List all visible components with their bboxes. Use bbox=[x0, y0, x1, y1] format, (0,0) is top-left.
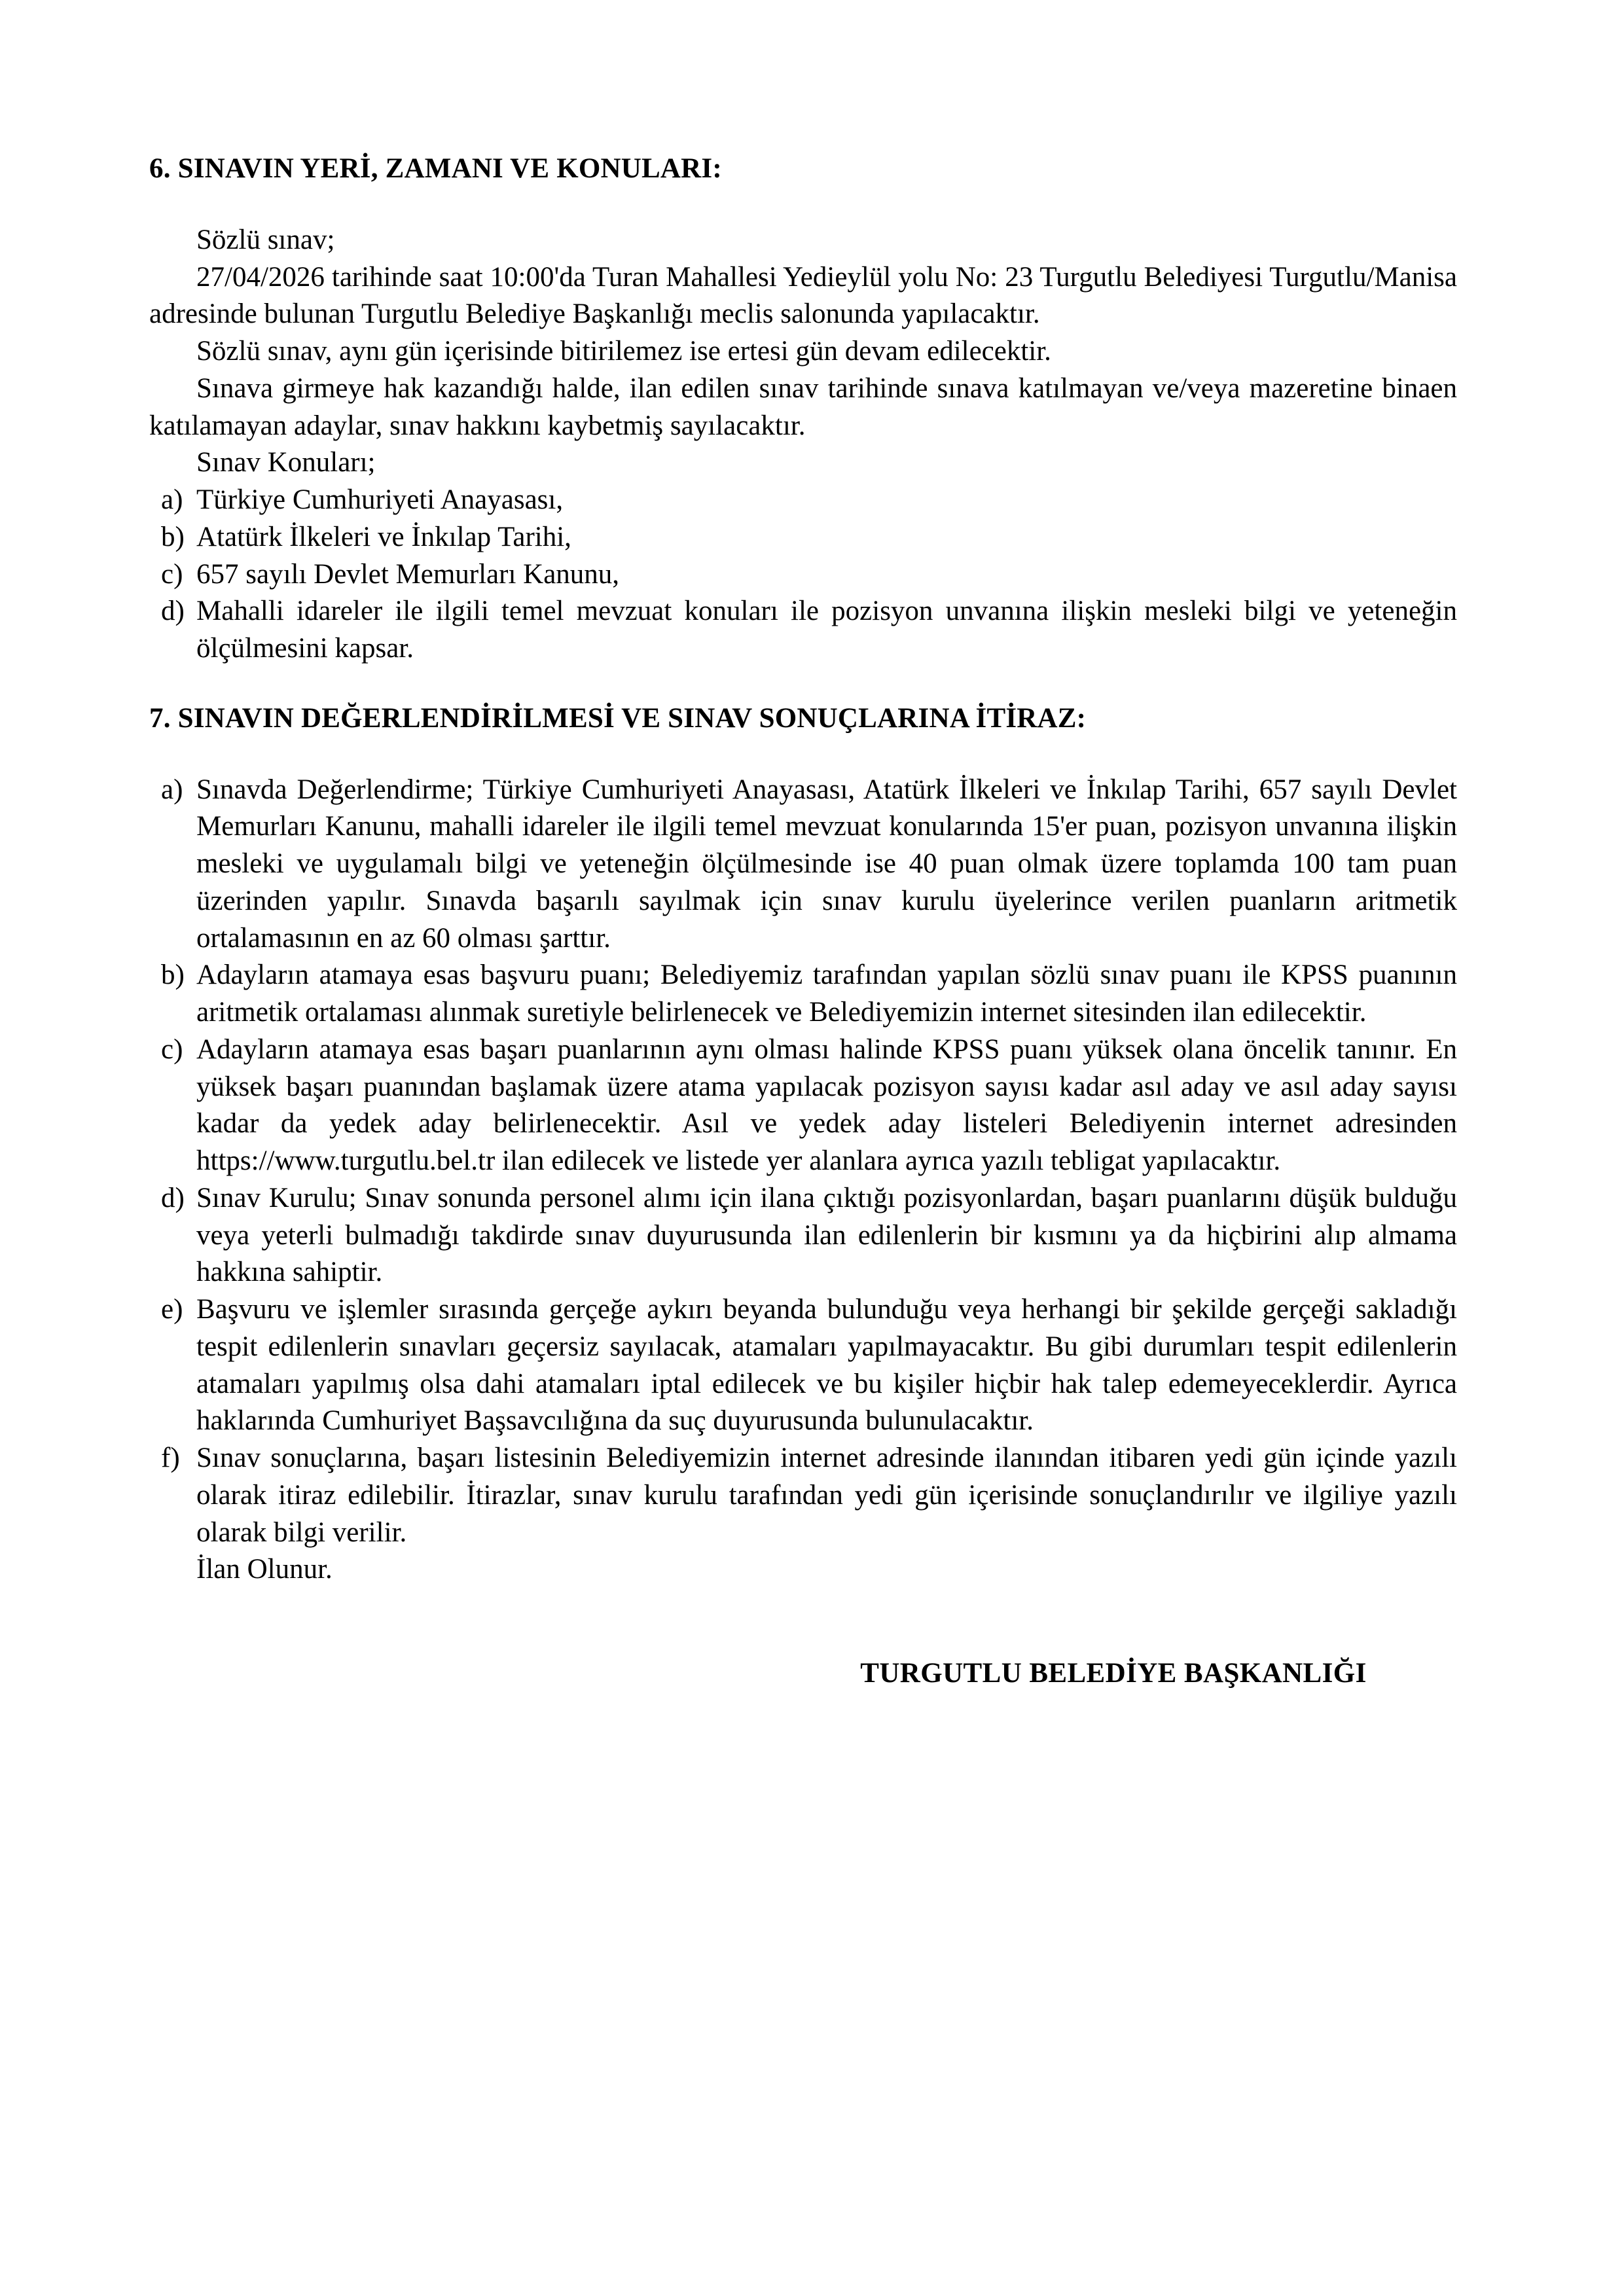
list-item bbox=[149, 1031, 1457, 1180]
list-item-text: Türkiye Cumhuriyeti Anayasası, bbox=[196, 484, 564, 515]
section-6-paragraph-4: Sınava girmeye hak kazandığı halde, ilan edilen sınav tarihinde sınava katılmayan ve/veya mazeretine binaen katılamayan adaylar, sınav hakkını kaybetmiş sayılacaktır. bbox=[149, 372, 1457, 441]
list-item bbox=[149, 556, 1457, 594]
list-marker: f) bbox=[161, 1443, 180, 1473]
list-item-text: 657 sayılı Devlet Memurları Kanunu, bbox=[196, 558, 620, 590]
spacer bbox=[149, 668, 1457, 700]
section-7-heading: 7. SINAVIN DEĞERLENDİRİLMESİ VE SINAV SONUÇLARINA İTİRAZ: bbox=[149, 702, 1087, 734]
list-item bbox=[149, 593, 1457, 668]
list-item-text: Sınavda Değerlendirme; Türkiye Cumhuriyeti Anayasası, Atatürk İlkeleri ve İnkılap Tarihi, 657 sayılı Devlet Memurları Kanunu, mahalli idareler ile ilgili temel mevzuat konularında 15'er puan, pozisyon unvanına ilişkin mesleki ve uygulamalı bilgi ve yeteneğin ölçülmesinde ise 40 puan olmak üzere toplamda 100 tam puan üzerinden yapılır. Sınavda başarılı sayılmak için sınav kurulu üyelerince verilen puanların aritmetik ortalamasının en az 60 olması şarttır. bbox=[196, 774, 1457, 954]
section-6-paragraph-3: Sözlü sınav, aynı gün içerisinde bitirilemez ise ertesi gün devam edilecektir. bbox=[196, 336, 1051, 367]
list-marker: b) bbox=[161, 960, 185, 991]
list-item bbox=[149, 1291, 1457, 1440]
list-item bbox=[149, 519, 1457, 556]
closing-line-row bbox=[149, 1551, 1457, 1588]
section-7-items-list bbox=[149, 772, 1457, 1589]
list-item bbox=[149, 1180, 1457, 1291]
list-marker: c) bbox=[161, 558, 183, 590]
spacer bbox=[149, 738, 1457, 772]
list-item-text: Adayların atamaya esas başarı puanlarının aynı olması halinde KPSS puanı yüksek olana öncelik tanınır. En yüksek başarı puanından başlamak üzere atama yapılacak pozisyon sayısı kadar asıl aday ve asıl aday sayısı kadar da yedek aday belirlenecektir. Asıl ve yedek aday listeleri Belediyenin internet adresinden https://www.turgutlu.bel.tr ilan edilecek ve listede yer alanlara ayrıca yazılı tebligat yapılacaktır. bbox=[196, 1033, 1457, 1176]
list-item bbox=[149, 1440, 1457, 1551]
list-item-text: Adayların atamaya esas başvuru puanı; Belediyemiz tarafından yapılan sözlü sınav puanı ile KPSS puanının aritmetik ortalaması alınmak suretiyle belirlenecek ve Belediyemizin internet sitesinden ilan edilecektir. bbox=[196, 960, 1457, 1028]
signature-block bbox=[149, 1588, 1457, 1693]
list-item bbox=[149, 772, 1457, 958]
section-6-paragraph-5: Sınav Konuları; bbox=[196, 447, 376, 478]
list-item-text: Atatürk İlkeleri ve İnkılap Tarihi, bbox=[196, 521, 571, 552]
list-item bbox=[149, 957, 1457, 1031]
section-6-paragraph-1: Sözlü sınav; bbox=[196, 224, 335, 255]
section-6-heading: 6. SINAVIN YERİ, ZAMANI VE KONULARI: bbox=[149, 153, 722, 184]
list-item-text: Sınav sonuçlarına, başarı listesinin Belediyemizin internet adresinde ilanından itibaren yedi gün içinde yazılı olarak itiraz edilebilir. İtirazlar, sınav kurulu tarafından yedi gün içerisinde sonuçlandırılır ve ilgiliye yazılı olarak bilgi verilir. bbox=[196, 1443, 1457, 1548]
list-marker: d) bbox=[161, 1182, 185, 1213]
signature-authority: TURGUTLU BELEDİYE BAŞKANLIĞI bbox=[860, 1658, 1367, 1689]
list-item-text: Başvuru ve işlemler sırasında gerçeğe aykırı beyanda bulunduğu veya herhangi bir şekilde gerçeği sakladığı tespit edilenlerin sınavları geçersiz sayılacak, atamaları yapılmayacaktır. Bu gibi durumları tespit edilenlerin atamaları yapılmış olsa dahi atamaları iptal edilecek ve bu kişiler hiçbir hak talep edemeyeceklerdir. Ayrıca haklarında Cumhuriyet Başsavcılığına da suç duyurusunda bulunulacaktır. bbox=[196, 1294, 1457, 1437]
closing-line: İlan Olunur. bbox=[196, 1554, 333, 1585]
list-marker: e) bbox=[161, 1294, 183, 1325]
list-item-text: Sınav Kurulu; Sınav sonunda personel alımı için ilana çıktığı pozisyonlardan, başarı puanlarını düşük bulduğu veya yeterli bulmadığı takdirde sınav duyurusunda ilan edilenlerin bir kısmını ya da hiçbirini alıp almama hakkına sahiptir. bbox=[196, 1182, 1457, 1288]
list-marker: d) bbox=[161, 596, 185, 627]
list-marker: a) bbox=[161, 484, 183, 515]
list-item-text: Mahalli idareler ile ilgili temel mevzuat konuları ile pozisyon unvanına ilişkin mesleki bilgi ve yeteneğin ölçülmesini kapsar. bbox=[196, 596, 1457, 664]
list-marker: c) bbox=[161, 1033, 183, 1065]
list-item bbox=[149, 482, 1457, 519]
spacer bbox=[149, 188, 1457, 222]
section-6-paragraph-2: 27/04/2026 tarihinde saat 10:00'da Turan Mahallesi Yedieylül yolu No: 23 Turgutlu Belediyesi Turgutlu/Manisa adresinde bulunan Turgutlu Belediye Başkanlığı meclis salonunda yapılacaktır. bbox=[149, 261, 1457, 330]
list-marker: a) bbox=[161, 774, 183, 805]
section-6-topics-list bbox=[149, 482, 1457, 668]
list-marker: b) bbox=[161, 521, 185, 552]
